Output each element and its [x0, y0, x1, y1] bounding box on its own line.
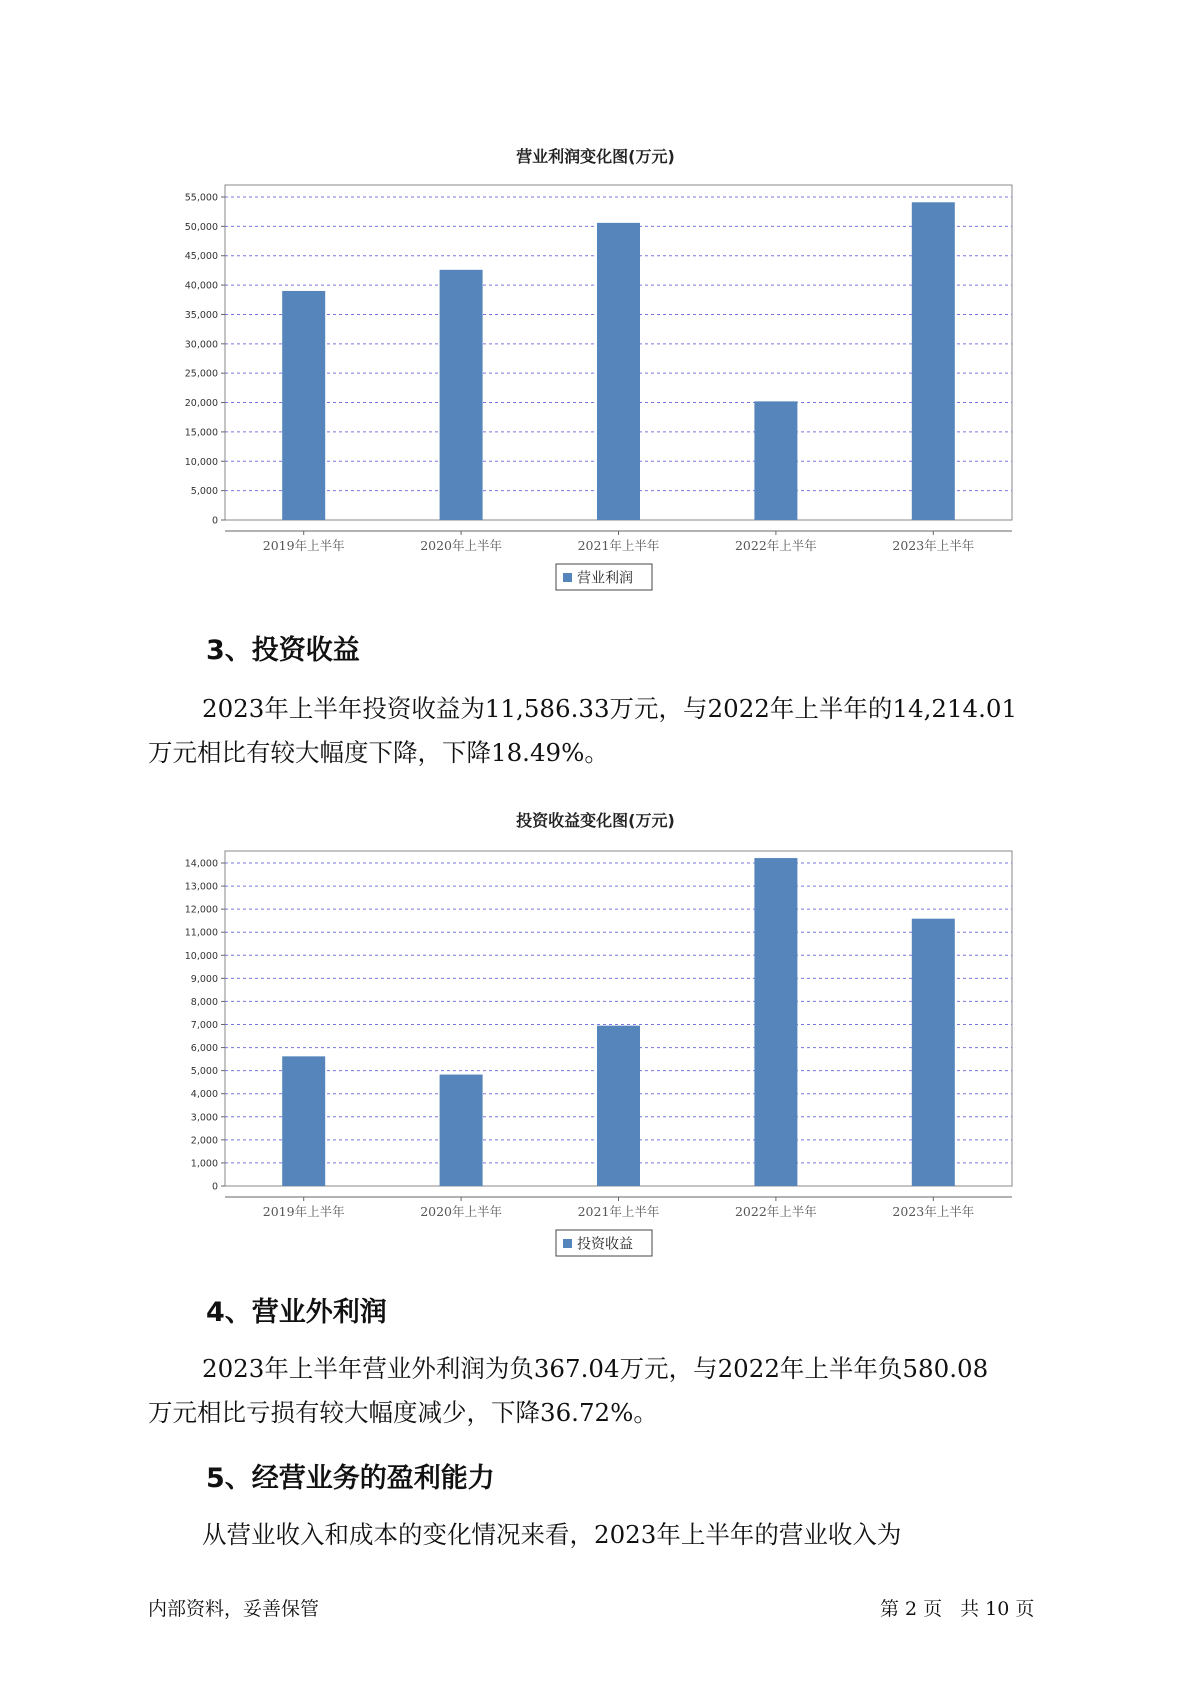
bar — [597, 1026, 640, 1186]
x-tick-label: 2021年上半年 — [577, 1204, 660, 1219]
y-tick-label: 45,000 — [184, 251, 218, 263]
y-tick-label: 2,000 — [190, 1135, 218, 1147]
y-tick-label: 10,000 — [184, 950, 218, 962]
bar — [597, 223, 640, 520]
footer-page-number — [880, 1594, 1040, 1621]
x-tick-label: 2021年上半年 — [577, 538, 660, 553]
y-tick-label: 5,000 — [190, 1066, 218, 1078]
x-tick-label: 2020年上半年 — [420, 1204, 503, 1219]
paragraph-line: 万元相比有较大幅度下降，下降18.49%。 — [148, 738, 609, 767]
chart-title-investment-income: 投资收益变化图(万元) — [516, 811, 675, 830]
x-tick-label: 2023年上半年 — [892, 1204, 975, 1219]
y-tick-label: 3,000 — [190, 1112, 218, 1124]
x-tick-label: 2023年上半年 — [892, 538, 975, 553]
y-tick-label: 9,000 — [190, 973, 218, 985]
paragraph-line: 从营业收入和成本的变化情况来看，2023年上半年的营业收入为 — [202, 1520, 902, 1549]
y-tick-label: 55,000 — [184, 192, 218, 204]
heading-non-operating-profit: 4、营业外利润 — [206, 1297, 387, 1328]
bar — [912, 202, 955, 520]
y-tick-label: 12,000 — [184, 904, 218, 916]
heading-investment-income: 3、投资收益 — [206, 635, 360, 666]
page-unit: 页 — [923, 1598, 943, 1620]
y-tick-label: 40,000 — [184, 280, 218, 292]
bar — [282, 291, 325, 520]
y-tick-label: 15,000 — [184, 427, 218, 439]
y-tick-label: 4,000 — [190, 1089, 218, 1101]
legend-swatch — [563, 1239, 572, 1248]
y-tick-label: 5,000 — [190, 486, 218, 498]
y-tick-label: 0 — [211, 1181, 218, 1193]
y-tick-label: 7,000 — [190, 1020, 218, 1031]
bar — [754, 858, 797, 1186]
y-tick-label: 50,000 — [184, 221, 218, 233]
page-total: 10 — [985, 1598, 1010, 1620]
y-tick-label: 20,000 — [184, 398, 218, 410]
paragraph-line: 2023年上半年投资收益为11,586.33万元，与2022年上半年的14,214.01 — [202, 694, 1018, 723]
legend-label: 营业利润 — [577, 570, 633, 587]
bar — [440, 1075, 483, 1186]
y-tick-label: 6,000 — [190, 1043, 218, 1055]
operating-profit-chart — [0, 170, 1191, 610]
y-tick-label: 14,000 — [184, 858, 218, 870]
y-tick-label: 35,000 — [184, 309, 218, 321]
footer-confidential-note: 内部资料，妥善保管 — [148, 1598, 320, 1620]
bar — [754, 401, 797, 520]
x-tick-label: 2019年上半年 — [262, 1204, 345, 1219]
y-tick-label: 10,000 — [184, 456, 218, 468]
y-tick-label: 8,000 — [190, 996, 218, 1008]
legend-label: 投资收益 — [577, 1236, 633, 1253]
y-tick-label: 0 — [211, 515, 218, 527]
page-prefix: 第 — [880, 1598, 900, 1620]
bar — [912, 919, 955, 1186]
total-prefix: 共 — [960, 1598, 980, 1620]
heading-operating-profitability: 5、经营业务的盈利能力 — [206, 1463, 495, 1494]
page-current: 2 — [905, 1598, 918, 1620]
investment-income-chart — [0, 836, 1191, 1276]
y-tick-label: 25,000 — [184, 368, 218, 380]
x-tick-label: 2022年上半年 — [734, 1204, 817, 1219]
y-tick-label: 11,000 — [184, 927, 218, 939]
x-tick-label: 2019年上半年 — [262, 538, 345, 553]
y-tick-label: 30,000 — [184, 339, 218, 351]
y-tick-label: 13,000 — [184, 881, 218, 893]
bar — [282, 1056, 325, 1186]
y-tick-label: 1,000 — [190, 1158, 218, 1170]
paragraph-line: 2023年上半年营业外利润为负367.04万元，与2022年上半年负580.08 — [202, 1354, 989, 1383]
total-unit: 页 — [1015, 1598, 1035, 1620]
legend-swatch — [563, 573, 572, 582]
x-tick-label: 2020年上半年 — [420, 538, 503, 553]
x-tick-label: 2022年上半年 — [734, 538, 817, 553]
chart-title-operating-profit: 营业利润变化图(万元) — [516, 147, 675, 166]
bar — [440, 270, 483, 520]
paragraph-line: 万元相比亏损有较大幅度减少，下降36.72%。 — [148, 1398, 658, 1427]
